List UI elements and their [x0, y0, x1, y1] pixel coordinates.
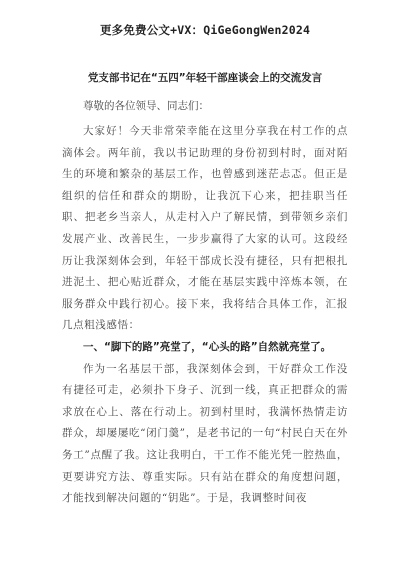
document-title: 党支部书记在“五四”年轻干部座谈会上的交流发言 [87, 72, 323, 84]
salutation: 尊敬的各位领导、同志们： [83, 100, 209, 112]
paragraph-intro: 大家好！今天非常荣幸能在这里分享我在村工作的点滴体会。两年前，我以书记助理的身份初到村时，面对陌生的环境和繁杂的基层工作，也曾感到迷茫忐忑。但正是组织的信任和群众的期盼，让我沉下心来，把挂职当任职、把老乡当亲人，从走村入户了解民情，到带领乡亲们发展产业、改善民生，一步步赢得了大家的认可。这段经历让我深刻体会到，年轻干部成长没有捷径，只有把根扎进泥土、把心贴近群众，才能在基层实践中淬炼本领，在服务群众中践行初心。接下来，我将结合具体工作，汇报几点粗浅感悟： [62, 125, 348, 332]
document-body [62, 70, 348, 510]
paragraph-section-1: 作为一名基层干部，我深刻体会到，干好群众工作没有捷径可走，必须扑下身子、沉到一线，真正把群众的需求放在心上、落在行动上。初到村里时，我满怀热情走访群众，却屡屡吃“闭门羹”，是老书记的一句“村民白天在外务工”点醒了我。这让我明白，干工作不能光凭一腔热血，更要讲究方法、尊重实际。只有站在群众的角度想问题，才能找到解决问题的“钥匙”。于是，我调整时间夜 [62, 362, 348, 505]
section-heading-1: 一、“脚下的路”亮堂了，“心头的路”自然就亮堂了。 [83, 340, 332, 353]
promo-banner: 更多免费公文+VX：QiGeGongWen2024 [99, 23, 311, 37]
